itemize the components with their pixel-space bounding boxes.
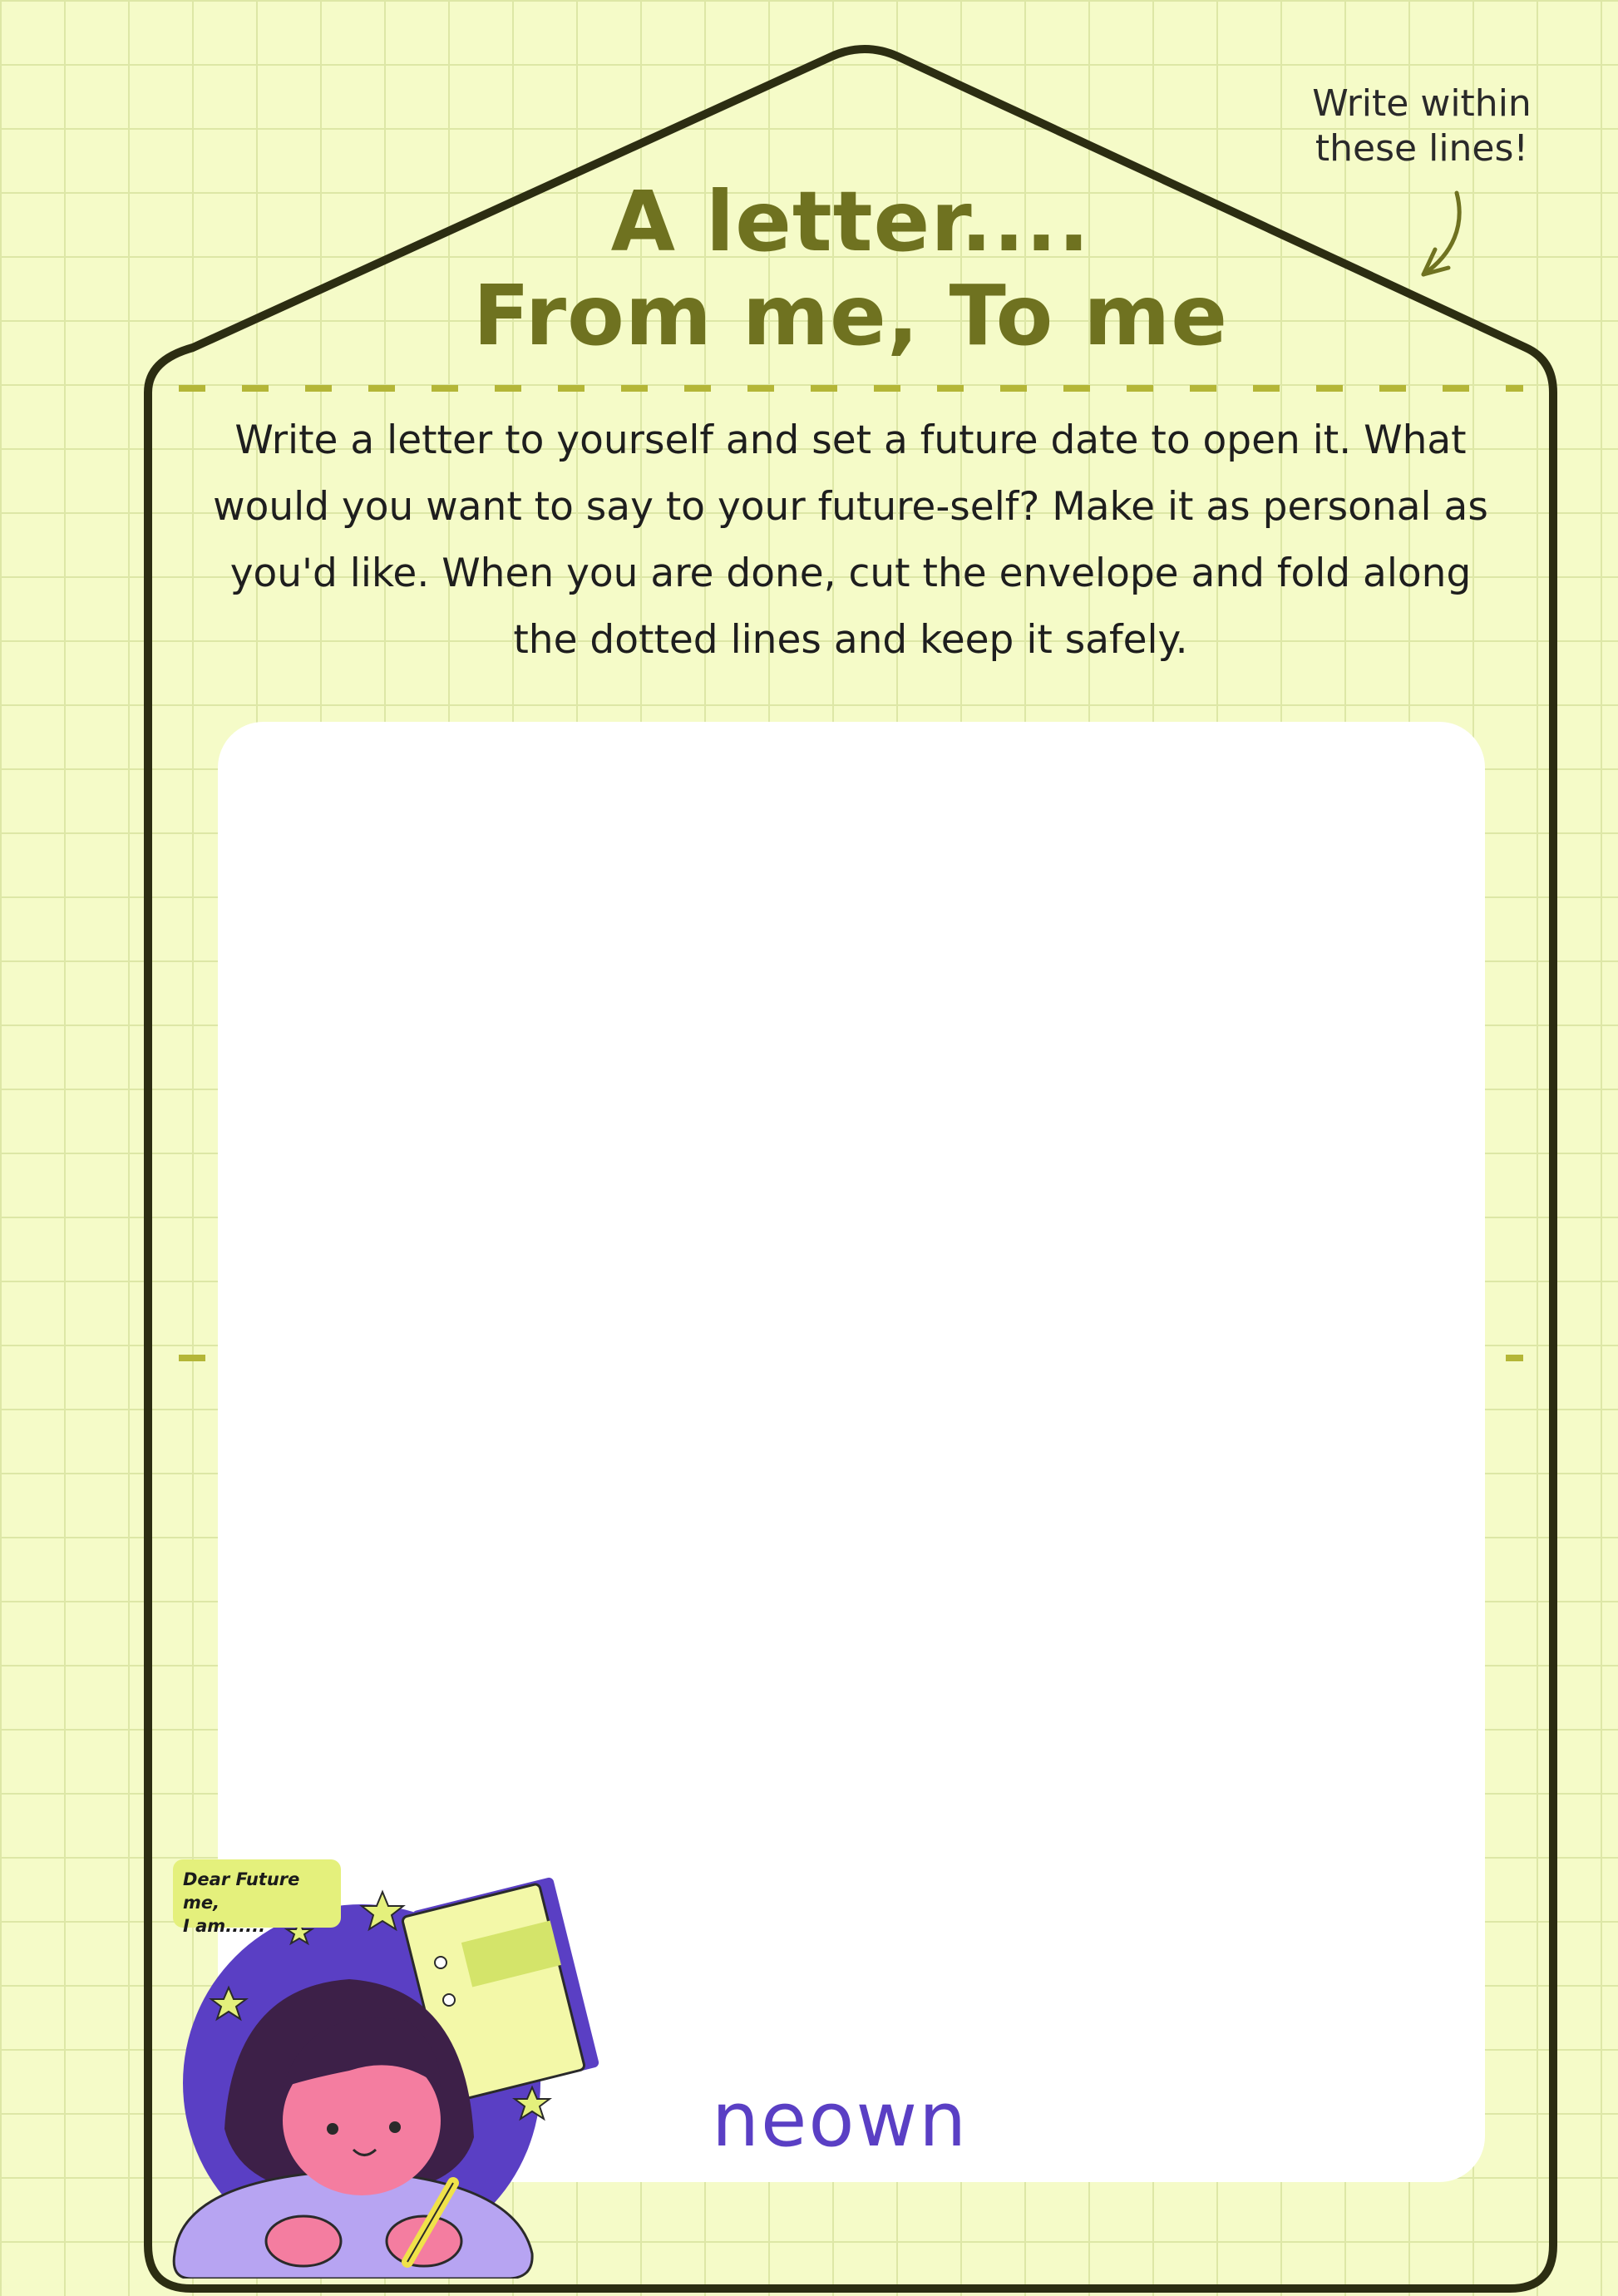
hint-line-1: Write within: [1312, 82, 1532, 125]
write-within-hint: [1280, 81, 1563, 171]
speech-line-2: I am......: [183, 1916, 266, 1936]
neown-logo: neown: [712, 2076, 969, 2164]
hint-line-2: these lines!: [1315, 127, 1529, 170]
title-line-2: From me, To me: [472, 267, 1229, 364]
speech-bubble: [173, 1859, 341, 1936]
instructions-text: Write a letter to yourself and set a future date to open it. What would you want to say to your future-self? Make it as personal as you'd like. When you are done, cut the envelope and fold along the dotted lines and keep it safely.: [213, 417, 1488, 663]
title-line-1: A letter....: [610, 173, 1091, 270]
curved-arrow-icon: [1423, 193, 1459, 274]
speech-line-1: Dear Future me,: [183, 1869, 300, 1913]
